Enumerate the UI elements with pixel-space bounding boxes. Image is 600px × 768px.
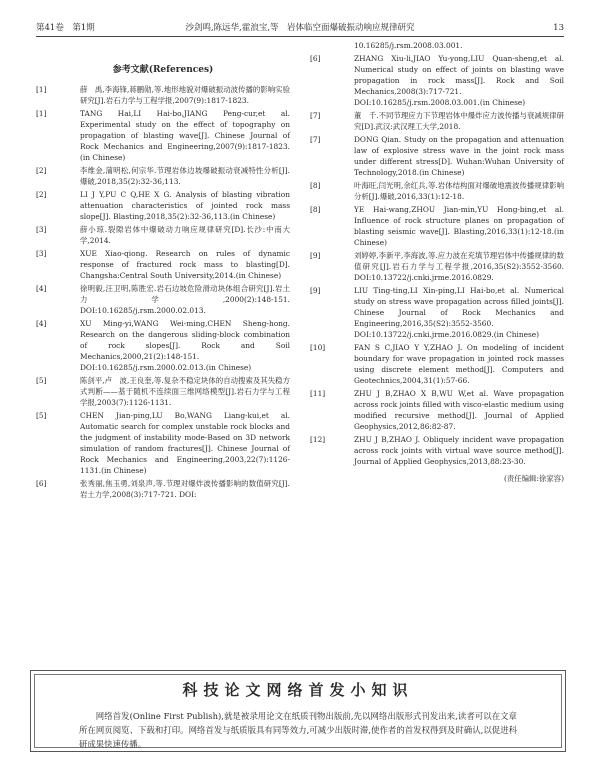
reference-number: [7] (310, 135, 321, 144)
reference-entry (310, 134, 564, 178)
running-header (36, 20, 564, 36)
reference-number: [3] (36, 249, 47, 258)
reference-text: 张秀丽,焦玉勇,刘泉声,等.节理对爆炸波传播影响的数值研究[J].岩土力学,2008(3):717-721. DOI: (80, 479, 290, 499)
page-number: 13 (553, 23, 564, 33)
journal-volume-issue: 第41卷 第1期 (36, 23, 95, 33)
reference-text: TANG Hai,LI Hai-bo,JIANG Peng-cur,et al. Experimental study on the effect of topography on propagation of blasting wave[J]. Chinese Journal of Rock Mechanics and Engineering,2007(9):1817-1823.(in Chinese) (80, 109, 290, 162)
reference-number: [9] (310, 251, 321, 260)
reference-text: YE Hai-wang,ZHOU Jian-min,YU Hong-bing,et al. Influence of rock structure planes on propagation of blasting seismic wave[J]. Blasting,2016,33(1):12-18.(in Chinese) (354, 205, 564, 247)
reference-text: 薛 禹,李海锋,蒋鹏勋,等.地形地貌对爆破振动波传播的影响实验研究[J].岩石力学与工程学报,2007(9):1817-1823. (80, 85, 290, 105)
reference-entry (310, 110, 564, 132)
reference-number: [8] (310, 205, 321, 214)
reference-text: DONG Qian. Study on the propagation and attenuation law of explosive stress wave in the joint rock mass under different stress[D]. Wuhan:Wuhan University of Technology,2018.(in Chinese) (354, 135, 564, 177)
reference-text: 薛小琼.裂隙岩体中爆破动力响应规律研究[D].长沙:中南大学,2014. (80, 225, 290, 245)
article-running-title: 沙剑鸣,陈远华,霍浪宝,等 岩体临空面爆破振动响应规律研究 (185, 23, 415, 33)
notice-body: 网络首发(Online First Publish),就是被录用论文在纸质刊物出版前,先以网络出版形式刊发出来,读者可以在文章所在网页阅览、下载和打印。网络首发与纸质版具有同等效力,可减少出版时滞,使作者的首发权得到及时确认,以促进科研成果快速传播。 (79, 711, 517, 749)
reference-number: [7] (310, 111, 321, 120)
reference-continuation: 10.16285/j.rsm.2008.03.001. (354, 41, 463, 50)
reference-number: [1] (36, 85, 47, 94)
reference-text: 刘婷婷,李新平,李海波,等.应力波在充填节理岩体中传播规律的数值研究[J].岩石力学与工程学报,2016,35(S2):3552-3560. DOI:10.13722/j.cnki.jrme.2016.0829. (354, 251, 564, 282)
reference-entry (310, 204, 564, 248)
reference-entry (310, 388, 564, 432)
reference-number: [6] (36, 479, 47, 488)
reference-text: ZHU J B,ZHAO J. Obliquely incident wave propagation across rock joints with virtual wave source method[J]. Journal of Applied Geophysics,2013,88:23-30. (354, 435, 564, 466)
reference-entry (36, 375, 290, 408)
reference-text: XUE Xiao-qiong. Research on rules of dynamic response of fractured rock mass to blasting[D]. Changsha:Central South University,2014.(in Chinese) (80, 249, 290, 280)
reference-number: [2] (36, 166, 47, 175)
reference-text: 李维金,蒲明松,何宗华.节理岩体边坡爆破振动衰减特性分析[J].爆破,2018,35(2):32-36,113. (80, 166, 290, 186)
reference-text: ZHU J B,ZHAO X B,WU W,et al. Wave propagation across rock joints filled with visco-elastic medium using modified recursive method[J]. Journal of Applied Geophysics,2012,86:82-87. (354, 389, 564, 431)
reference-entry (36, 478, 290, 500)
reference-entry (310, 285, 564, 340)
references-list-left (36, 84, 290, 500)
reference-entry (36, 248, 290, 281)
left-column (36, 40, 290, 502)
header-divider (36, 36, 564, 37)
reference-entry (36, 165, 290, 187)
reference-entry (36, 283, 290, 316)
right-column (310, 40, 564, 484)
references-heading: 参考文献(References) (112, 65, 214, 75)
reference-number: [12] (310, 435, 326, 444)
reference-text: LIU Ting-ting,LI Xin-ping,LI Hai-bo,et al. Numerical study on stress wave propagation across filled joints[J]. Chinese Journal of Rock Mechanics and Engineering,2016,35(S2):3552-3560. DOI:10.13722/j.cnki.jrme.2016.0829.(in Chinese) (354, 286, 564, 339)
reference-number: [1] (36, 109, 47, 118)
references-list-right (310, 53, 564, 467)
reference-entry (36, 318, 290, 373)
reference-number: [9] (310, 286, 321, 295)
reference-entry (310, 250, 564, 283)
reference-text: FAN S C,JIAO Y Y,ZHAO J. On modeling of incident boundary for wave propagation in jointed rock masses using discrete element method[J]. Computers and Geotechnics,2004,31(1):57-66. (354, 343, 564, 385)
reference-text: 叶海旺,闫光明,余红兵,等.岩体结构面对爆破地震波传播规律影响分析[J].爆破,2016,33(1):12-18. (354, 181, 564, 201)
reference-number: [4] (36, 284, 47, 293)
reference-text: CHEN Jian-ping,LU Bo,WANG Liang-kui,et al. Automatic search for complex unstable rock blocks and the judgment of instability mode-Based on 3D network simulation of random fractures[J]. Chinese Journal of Rock Mechanics and Engineering,2003,22(7):1126-1131.(in Chinese) (80, 411, 290, 475)
reference-number: [5] (36, 411, 47, 420)
responsible-editor: (责任编辑:徐家容) (504, 474, 564, 483)
reference-entry (310, 180, 564, 202)
reference-text: ZHANG Xiu-li,JIAO Yu-yong,LIU Quan-sheng,et al. Numerical study on effect of joints on blasting wave propagation in rock mass[J]. Rock and Soil Mechanics,2008(3):717-721. DOI:10.16285/j.rsm.2008.03.001.(in Chinese) (354, 54, 564, 107)
reference-entry (36, 189, 290, 222)
reference-number: [3] (36, 225, 47, 234)
reference-number: [10] (310, 343, 326, 352)
reference-text: 董 千.不同节理应力下节理岩体中爆炸应力波传播与衰减规律研究[D].武汉:武汉理工大学,2018. (354, 111, 564, 131)
reference-entry (310, 342, 564, 386)
reference-text: XU Ming-yi,WANG Wei-ming,CHEN Sheng-hong. Research on the dangerous sliding-block combination of rock slopes[J]. Rock and Soil Mechanics,2000,21(2):148-151. DOI:10.16285/j.rsm.2000.02.013.(in Chinese) (80, 319, 290, 372)
reference-entry (36, 224, 290, 246)
reference-entry (36, 84, 290, 106)
reference-number: [6] (310, 54, 321, 63)
reference-text: 陈剑平,卢 波,王良奎,等.复杂不稳定块体的自动搜索及其失稳方式判断——基于随机不连续面三维网络模型[J].岩石力学与工程学报,2003(7):1126-1131. (80, 376, 290, 407)
notice-box (30, 670, 566, 752)
reference-number: [11] (310, 389, 326, 398)
reference-entry (310, 53, 564, 108)
reference-entry (310, 434, 564, 467)
reference-text: 徐明毅,汪卫明,陈胜宏.岩石边坡危险滑动块体组合研究[J].岩土力学,2000(2):148-151. DOI:10.16285/j.rsm.2000.02.013. (80, 284, 290, 315)
notice-title: 科技论文网络首发小知识 (182, 681, 414, 699)
reference-number: [8] (310, 181, 321, 190)
reference-number: [4] (36, 319, 47, 328)
reference-entry (36, 108, 290, 163)
reference-text: LI J Y,PU C Q,HE X G. Analysis of blasting vibration attenuation characteristics of jointed rock mass slope[J]. Blasting,2018,35(2):32-36,113.(in Chinese) (80, 190, 290, 221)
reference-number: [5] (36, 376, 47, 385)
reference-entry (36, 410, 290, 476)
reference-number: [2] (36, 190, 47, 199)
